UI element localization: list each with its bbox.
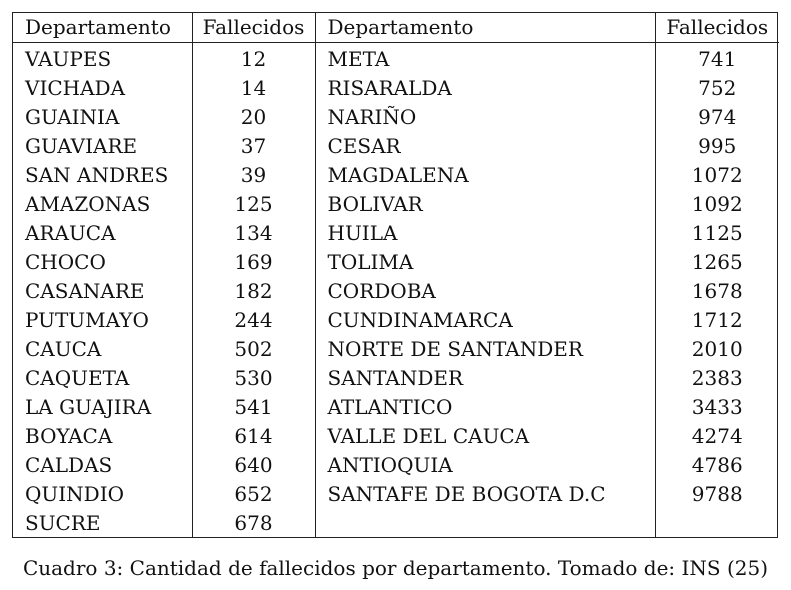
death-count: 182 [192, 277, 315, 306]
death-count: 125 [192, 190, 315, 219]
table-row [13, 43, 779, 75]
department-name: SUCRE [13, 509, 192, 538]
department-name: QUINDIO [13, 480, 192, 509]
death-count: 39 [192, 161, 315, 190]
table-row [13, 248, 779, 277]
department-name: META [315, 43, 655, 75]
table-row [13, 335, 779, 364]
table-row [13, 509, 779, 538]
death-count: 20 [192, 103, 315, 132]
table-row [13, 74, 779, 103]
death-count: 134 [192, 219, 315, 248]
table-body [13, 43, 779, 539]
department-name: TOLIMA [315, 248, 655, 277]
death-count: 652 [192, 480, 315, 509]
death-count: 995 [698, 134, 737, 158]
department-name: BOYACA [13, 422, 192, 451]
death-count: 12 [192, 43, 315, 75]
death-count: 752 [698, 76, 737, 100]
department-name: SAN ANDRES [13, 161, 192, 190]
death-count: 9788 [691, 482, 743, 506]
department-name: CAUCA [13, 335, 192, 364]
department-name: SANTANDER [315, 364, 655, 393]
table-header-row [13, 13, 779, 43]
death-count: 541 [192, 393, 315, 422]
death-count: 640 [192, 451, 315, 480]
department-name: GUAVIARE [13, 132, 192, 161]
death-count: 169 [192, 248, 315, 277]
death-count: 37 [192, 132, 315, 161]
death-count: 502 [192, 335, 315, 364]
table-row [13, 161, 779, 190]
death-count: 4274 [691, 424, 743, 448]
department-name: CORDOBA [315, 277, 655, 306]
table-row [13, 219, 779, 248]
death-count: 678 [192, 509, 315, 538]
department-name: NARIÑO [315, 103, 655, 132]
department-name: AMAZONAS [13, 190, 192, 219]
header-fallecidos-right: Fallecidos [655, 13, 779, 43]
department-name: MAGDALENA [315, 161, 655, 190]
header-departamento-right: Departamento [315, 13, 655, 43]
death-count: 1678 [691, 279, 743, 303]
department-name: VAUPES [13, 43, 192, 75]
death-count: 2010 [691, 337, 743, 361]
death-count [655, 509, 779, 538]
table-row [13, 480, 779, 509]
header-departamento-left: Departamento [13, 13, 192, 43]
death-count: 1072 [691, 163, 743, 187]
department-name: CAQUETA [13, 364, 192, 393]
table-row [13, 364, 779, 393]
department-name: VICHADA [13, 74, 192, 103]
department-name: VALLE DEL CAUCA [315, 422, 655, 451]
table-row [13, 306, 779, 335]
table-row [13, 422, 779, 451]
death-count: 14 [192, 74, 315, 103]
death-count: 741 [698, 47, 737, 71]
table-row [13, 277, 779, 306]
department-name: CALDAS [13, 451, 192, 480]
department-name: SANTAFE DE BOGOTA D.C [315, 480, 655, 509]
deaths-table-container [12, 12, 778, 538]
header-fallecidos-left: Fallecidos [192, 13, 315, 43]
death-count: 614 [192, 422, 315, 451]
department-name: NORTE DE SANTANDER [315, 335, 655, 364]
department-name: RISARALDA [315, 74, 655, 103]
death-count: 1265 [691, 250, 743, 274]
table-row [13, 190, 779, 219]
department-name: HUILA [315, 219, 655, 248]
death-count: 4786 [691, 453, 743, 477]
death-count: 974 [698, 105, 737, 129]
department-name: ANTIOQUIA [315, 451, 655, 480]
death-count: 1092 [691, 192, 743, 216]
department-name: ATLANTICO [315, 393, 655, 422]
department-name: ARAUCA [13, 219, 192, 248]
department-name: CUNDINAMARCA [315, 306, 655, 335]
deaths-by-department-table [13, 13, 779, 538]
department-name: GUAINIA [13, 103, 192, 132]
table-row [13, 451, 779, 480]
department-name: BOLIVAR [315, 190, 655, 219]
table-caption: Cuadro 3: Cantidad de fallecidos por departamento. Tomado de: INS (25) [22, 556, 769, 580]
death-count: 530 [192, 364, 315, 393]
death-count: 3433 [691, 395, 743, 419]
death-count: 1712 [691, 308, 743, 332]
table-row [13, 393, 779, 422]
death-count: 2383 [691, 366, 743, 390]
department-name: PUTUMAYO [13, 306, 192, 335]
department-name [315, 509, 655, 538]
department-name: CASANARE [13, 277, 192, 306]
department-name: CESAR [315, 132, 655, 161]
death-count: 1125 [691, 221, 743, 245]
death-count: 244 [192, 306, 315, 335]
department-name: CHOCO [13, 248, 192, 277]
table-row [13, 103, 779, 132]
table-row [13, 132, 779, 161]
department-name: LA GUAJIRA [13, 393, 192, 422]
